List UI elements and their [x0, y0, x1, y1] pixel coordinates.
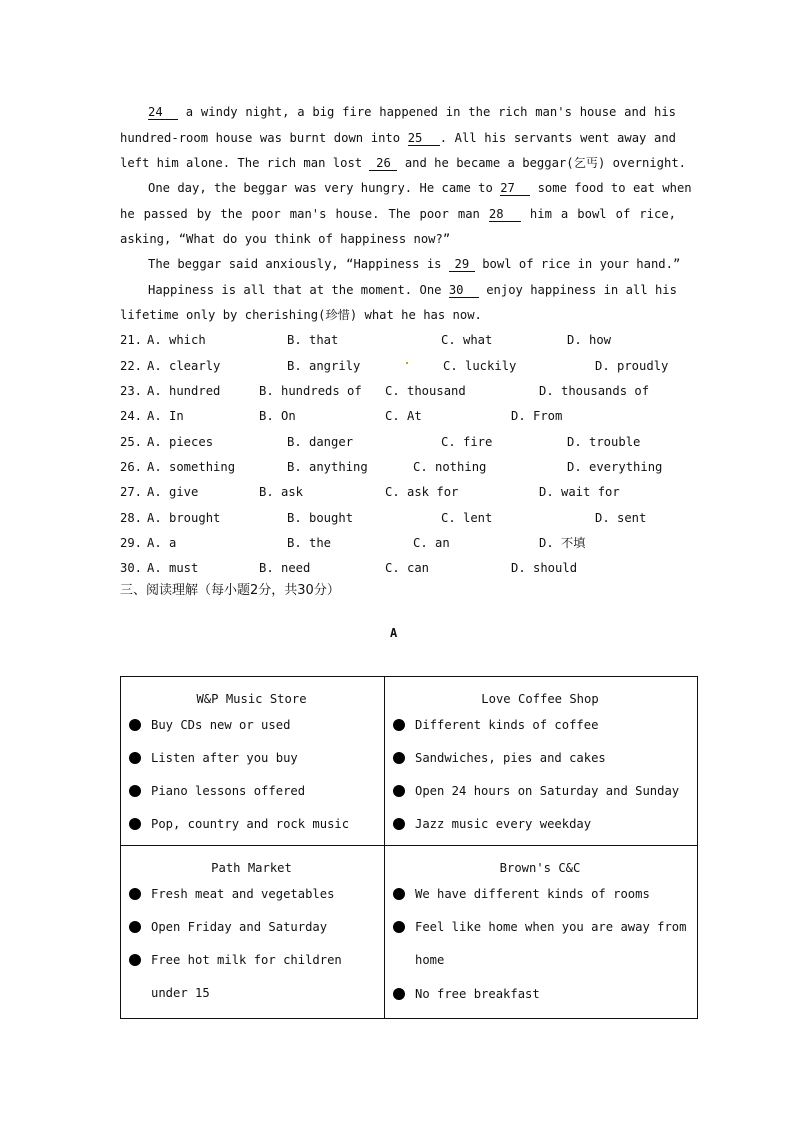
option-b: B. need — [259, 561, 311, 575]
ad-item: Open Friday and Saturday — [129, 919, 374, 935]
passage-text: Happiness is all that at the moment. One — [148, 283, 442, 297]
option-b: B. the — [287, 536, 332, 550]
option-a: A. a — [147, 536, 177, 550]
passage-line — [148, 104, 676, 120]
ad-item: Buy CDs new or used — [129, 717, 374, 733]
passage-text: he passed by the poor man's house. The poor man — [120, 207, 480, 221]
ad-music-store — [121, 677, 385, 846]
question-number: 30. — [120, 561, 143, 575]
option-a: A. clearly — [147, 359, 221, 373]
ad-item: Jazz music every weekday — [393, 816, 687, 832]
blank-26: 26 — [369, 156, 397, 171]
ad-path-market — [121, 846, 385, 1019]
option-c: C. lent — [441, 511, 493, 525]
bullet-icon — [393, 888, 405, 900]
option-b: B. danger — [287, 435, 354, 449]
blank-24: 24 — [148, 105, 178, 120]
ad-item: No free breakfast — [393, 986, 687, 1002]
ad-item: Different kinds of coffee — [393, 717, 687, 733]
ad-item: Pop, country and rock music — [129, 816, 374, 832]
ad-item: Feel like home when you are away from home — [393, 911, 687, 977]
option-d: D. should — [511, 561, 578, 575]
option-b: B. bought — [287, 511, 354, 525]
bullet-icon — [129, 921, 141, 933]
option-b: B. On — [259, 409, 296, 423]
option-a: A. In — [147, 409, 184, 423]
passage-label: A — [390, 626, 398, 640]
question-row — [120, 535, 680, 551]
ad-item: Piano lessons offered — [129, 783, 374, 799]
bullet-icon — [393, 719, 405, 731]
blank-25: 25 — [408, 131, 440, 146]
option-d: D. sent — [595, 511, 647, 525]
ad-item: We have different kinds of rooms — [393, 886, 687, 902]
question-row — [120, 383, 680, 399]
bullet-icon — [129, 954, 141, 966]
option-c: C. fire — [441, 435, 493, 449]
ad-title: Path Market — [211, 861, 292, 875]
bullet-icon — [393, 921, 405, 933]
option-d: D. thousands of — [539, 384, 650, 398]
question-number: 27. — [120, 485, 143, 499]
bullet-icon — [129, 818, 141, 830]
passage-text: some food to eat when — [537, 181, 692, 195]
option-a: A. something — [147, 460, 236, 474]
option-b: B. anything — [287, 460, 368, 474]
bullet-icon — [129, 719, 141, 731]
option-c: C. thousand — [385, 384, 466, 398]
option-a: A. which — [147, 333, 206, 347]
ad-item: Free hot milk for children under 15 — [129, 944, 374, 1010]
option-d: D. From — [511, 409, 563, 423]
bullet-icon — [393, 818, 405, 830]
bullet-icon — [129, 752, 141, 764]
blank-28: 28 — [489, 207, 521, 222]
passage-text: left him alone. The rich man lost — [120, 156, 363, 170]
option-a: A. must — [147, 561, 199, 575]
question-number: 28. — [120, 511, 143, 525]
option-a: A. hundred — [147, 384, 221, 398]
option-c: C. can — [385, 561, 430, 575]
passage-text: bowl of rice in your hand.” — [482, 257, 681, 271]
passage-text: One day, the beggar was very hungry. He came to — [148, 181, 493, 195]
option-b: B. ask — [259, 485, 304, 499]
passage-line — [148, 282, 676, 298]
bullet-icon — [393, 988, 405, 1000]
option-b: B. angrily — [287, 359, 361, 373]
ad-browns-cc — [385, 846, 698, 1019]
ad-item: Listen after you buy — [129, 750, 374, 766]
blank-29: 29 — [449, 257, 475, 272]
question-row — [120, 332, 680, 348]
option-b: B. that — [287, 333, 339, 347]
blank-30: 30 — [449, 283, 479, 298]
question-number: 26. — [120, 460, 143, 474]
option-d: D. proudly — [595, 359, 669, 373]
passage-line — [120, 155, 687, 171]
option-c: C. an — [413, 536, 450, 550]
question-number: 22. — [120, 359, 143, 373]
passage-text: enjoy happiness in all his — [486, 283, 677, 297]
passage-text: him a bowl of rice, — [529, 207, 676, 221]
option-c: C. what — [441, 333, 493, 347]
question-number: 21. — [120, 333, 143, 347]
question-row — [120, 434, 680, 450]
option-b: B. hundreds of — [259, 384, 362, 398]
passage-line — [120, 130, 676, 146]
question-row — [120, 484, 680, 500]
question-number: 24. — [120, 409, 143, 423]
passage-text: . All his servants went away and — [439, 131, 676, 145]
question-row — [120, 408, 680, 424]
stray-mark — [406, 362, 408, 364]
option-d: D. how — [567, 333, 612, 347]
question-number: 23. — [120, 384, 143, 398]
ads-table — [120, 676, 698, 1019]
option-c: C. luckily — [443, 359, 517, 373]
passage-line — [148, 180, 692, 196]
option-d: D. trouble — [567, 435, 641, 449]
question-row — [120, 358, 680, 374]
passage-text: hundred-room house was burnt down into — [120, 131, 401, 145]
bullet-icon — [393, 785, 405, 797]
question-row — [120, 510, 680, 526]
passage-line: lifetime only by cherishing(珍惜) what he has now. — [120, 308, 482, 322]
ad-item: Open 24 hours on Saturday and Sunday — [393, 783, 687, 799]
passage-line — [120, 206, 676, 222]
question-number: 29. — [120, 536, 143, 550]
bullet-icon — [393, 752, 405, 764]
question-row — [120, 560, 680, 576]
option-a: A. give — [147, 485, 199, 499]
option-c: C. At — [385, 409, 422, 423]
passage-text: The beggar said anxiously, “Happiness is — [148, 257, 442, 271]
option-c: C. ask for — [385, 485, 459, 499]
question-number: 25. — [120, 435, 143, 449]
ad-coffee-shop — [385, 677, 698, 846]
option-d: D. everything — [567, 460, 663, 474]
section-heading: 三、阅读理解（每小题2分，共30分） — [120, 583, 340, 598]
bullet-icon — [129, 785, 141, 797]
option-a: A. brought — [147, 511, 221, 525]
ad-title: Love Coffee Shop — [481, 692, 599, 706]
option-d: D. 不填 — [539, 536, 586, 550]
passage-line — [148, 256, 681, 272]
blank-27: 27 — [500, 181, 530, 196]
ad-item: Sandwiches, pies and cakes — [393, 750, 687, 766]
passage-line: asking, “What do you think of happiness now?” — [120, 232, 451, 246]
question-row — [120, 459, 680, 475]
ad-title: Brown's C&C — [499, 861, 581, 875]
option-a: A. pieces — [147, 435, 214, 449]
bullet-icon — [129, 888, 141, 900]
option-d: D. wait for — [539, 485, 620, 499]
ad-item: Fresh meat and vegetables — [129, 886, 374, 902]
passage-text: a windy night, a big fire happened in the rich man's house and his — [185, 105, 676, 119]
ad-title: W&P Music Store — [196, 692, 307, 706]
passage-text: and he became a beggar(乞丐) overnight. — [404, 156, 687, 170]
option-c: C. nothing — [413, 460, 487, 474]
